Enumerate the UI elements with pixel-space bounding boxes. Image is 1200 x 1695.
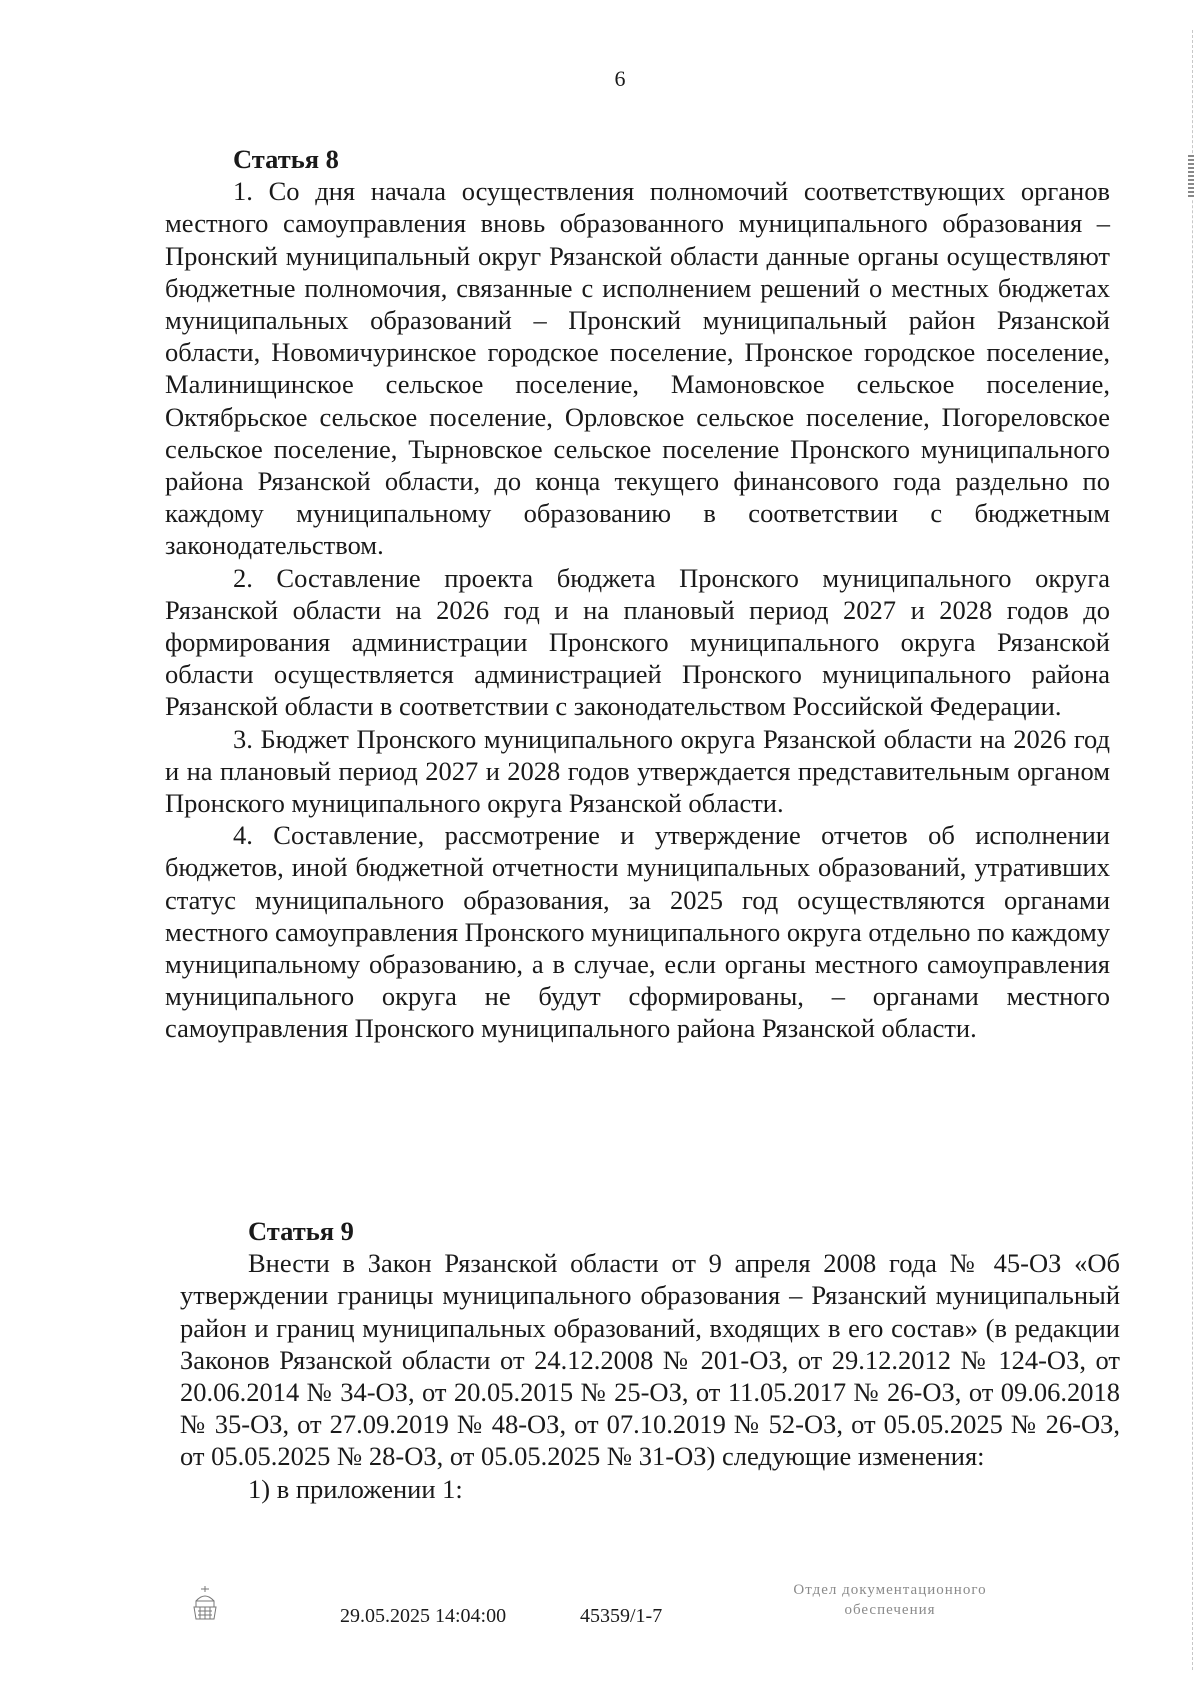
article-8-paragraph-3: 3. Бюджет Пронского муниципального округа Рязанской области на 2026 год и на плановый период 2027 и 2028 годов утверждается представительным органом Пронского муниципального округа Рязанской области. — [165, 723, 1110, 819]
article-8-paragraph-2: 2. Составление проекта бюджета Пронского муниципального округа Рязанской области на 2026 год и на плановый период 2027 и 2028 годов до формирования администрации Пронского муниципального округа Рязанской области осуществляется администрацией Пронского муниципального района Рязанской области в соответствии с законодательством Российской Федерации. — [165, 562, 1110, 722]
article-8 — [165, 143, 1110, 1045]
page-number: 6 — [614, 66, 626, 91]
stamp-line-2: обеспечения — [844, 1602, 936, 1618]
department-stamp — [740, 1580, 1040, 1620]
article-9 — [180, 1215, 1120, 1505]
article-8-paragraph-1: 1. Со дня начала осуществления полномочий соответствующих органов местного самоуправления вновь образованного муниципального образования – Пронский муниципальный округ Рязанской области данные органы осуществляют бюджетные полномочия, связанные с исполнением решений о местных бюджетах муниципальных образований – Пронский муниципальный район Рязанской области, Новомичуринское городское поселение, Пронское городское поселение, Малинищинское сельское поселение, Мамоновское сельское поселение, Октябрьское сельское поселение, Орловское сельское поселение, Погореловское сельское поселение, Тырновское сельское поселение Пронского муниципального района Рязанской области, до конца текущего финансового года раздельно по каждому муниципальному образованию в соответствии с бюджетным законодательством. — [165, 176, 1110, 561]
article-9-item-1: 1) в приложении 1: — [248, 1473, 463, 1504]
footer-datetime: 29.05.2025 14:04:00 — [340, 1605, 507, 1627]
scan-mark — [1188, 155, 1194, 199]
article-8-heading: Статья 8 — [233, 144, 339, 174]
scan-edge — [1192, 30, 1195, 1670]
coat-of-arms-icon — [190, 1583, 220, 1628]
article-9-heading: Статья 9 — [248, 1216, 354, 1246]
stamp-line-1: Отдел документационного — [793, 1582, 987, 1598]
article-9-paragraph-1: Внести в Закон Рязанской области от 9 апреля 2008 года № 45-ОЗ «Об утверждении границы муниципального образования – Рязанский муниципальный район и границ муниципальных образований, входящих в его состав» (в редакции Законов Рязанской области от 24.12.2008 № 201-ОЗ, от 29.12.2012 № 124-ОЗ, от 20.06.2014 № 34-ОЗ, от 20.05.2015 № 25-ОЗ, от 11.05.2017 № 26-ОЗ, от 09.06.2018 № 35-ОЗ, от 27.09.2019 № 48-ОЗ, от 07.10.2019 № 52-ОЗ, от 05.05.2025 № 26-ОЗ, от 05.05.2025 № 28-ОЗ, от 05.05.2025 № 31-ОЗ) следующие изменения: — [180, 1248, 1120, 1472]
footer-doc-number: 45359/1-7 — [580, 1605, 663, 1627]
article-8-paragraph-4: 4. Составление, рассмотрение и утверждение отчетов об исполнении бюджетов, иной бюджетной отчетности муниципальных образований, утративших статус муниципального образования, за 2025 год осуществляются органами местного самоуправления Пронского муниципального округа отдельно по каждому муниципальному образованию, а в случае, если органы местного самоуправления муниципального округа не будут сформированы, – органами местного самоуправления Пронского муниципального района Рязанской области. — [165, 820, 1110, 1044]
